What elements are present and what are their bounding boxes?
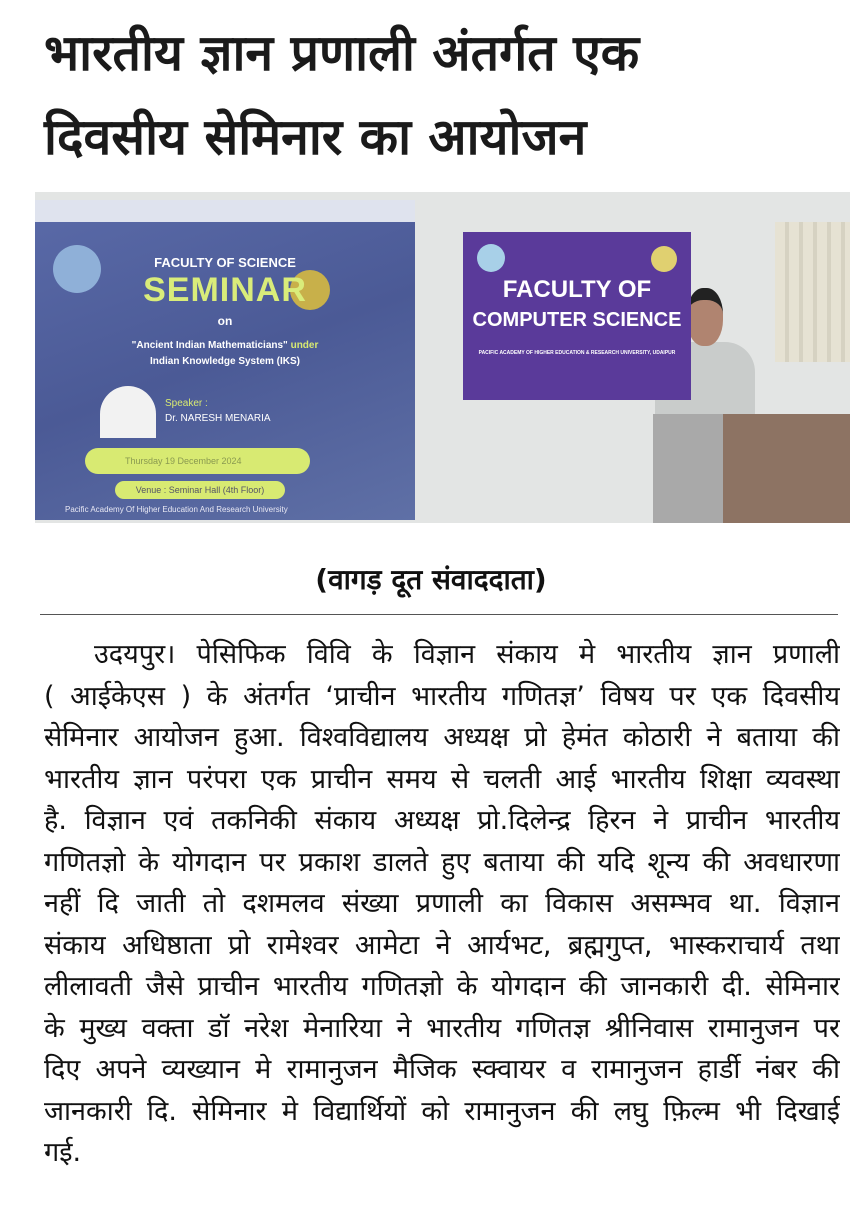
banner-subline: PACIFIC ACADEMY OF HIGHER EDUCATION & RESEARCH UNIVERSITY, UDAIPUR (478, 350, 676, 356)
body-line: गई. (44, 1137, 82, 1168)
projector-screen (35, 200, 415, 520)
headline-line-1: भारतीय ज्ञान प्रणाली अंतर्गत एक (44, 24, 640, 82)
screen-topic-quoted: "Ancient Indian Mathematicians" (131, 340, 288, 351)
screen-topic (35, 340, 415, 352)
body-line: जानकारी दि. सेमिनार मे विद्यार्थियों को रामानुजन की लघु फ़िल्म भी दिखाई (44, 1095, 840, 1127)
speaker-photo (100, 386, 156, 438)
body-line: लीलावती जैसे प्राचीन भारतीय गणितज्ञो के योगदान की जानकारी दी. सेमिनार (44, 971, 840, 1002)
body-line: नहीं दि जाती तो दशमलव संख्या प्रणाली का विकास असम्भव था. विज्ञान (44, 888, 840, 919)
body-line: गणितज्ञो के योगदान पर प्रकाश डालते हुए बताया की यदि शून्य की अवधारणा (44, 846, 840, 878)
podium-side (653, 414, 723, 523)
banner-line-1: FACULTY OF (502, 276, 652, 303)
body-line: सेमिनार आयोजन हुआ. विश्वविद्यालय अध्यक्ष प्रो हेमंत कोठारी ने बताया की (44, 722, 840, 753)
screen-under: under (290, 340, 319, 351)
headline-line-2: दिवसीय सेमिनार का आयोजन (44, 108, 587, 166)
screen-faculty: FACULTY OF SCIENCE (154, 255, 296, 270)
screen-toolbar (35, 200, 415, 222)
divider (40, 614, 838, 615)
screen-seminar: SEMINAR (143, 271, 307, 309)
banner-pacific-logo-icon (477, 244, 505, 272)
screen-on: on (217, 314, 233, 328)
banner-seal-icon (651, 246, 677, 272)
screen-date: Thursday 19 December 2024 (85, 448, 310, 474)
body-line: उदयपुर। पेसिफिक विवि के विज्ञान संकाय मे भारतीय ज्ञान प्रणाली (94, 639, 840, 670)
body-line: ( आईकेएस ) के अंतर्गत ‘प्राचीन भारतीय गणितज्ञ’ विषय पर एक दिवसीय (44, 680, 840, 712)
screen-topic-line2: Indian Knowledge System (IKS) (149, 356, 301, 367)
curtain (775, 222, 850, 362)
body-line: दिए अपने व्यख्यान मे रामानुजन मैजिक स्क्वायर व रामानुजन हार्डी नंबर की (44, 1054, 840, 1085)
body-line: के मुख्य वक्ता डॉ नरेश मेनारिया ने भारतीय गणितज्ञ श्रीनिवास रामानुजन पर (44, 1012, 840, 1044)
screen-footer: Pacific Academy Of Higher Education And Research University (65, 505, 288, 514)
speaker-head (687, 288, 723, 346)
screen-speaker-name: Dr. NARESH MENARIA (165, 413, 271, 424)
byline: (वागड़ दूत संवाददाता) (315, 563, 547, 596)
body-line: संकाय अधिष्ठाता प्रो रामेश्वर आमेटा ने आर्यभट, ब्रह्मगुप्त, भास्कराचार्य तथा (44, 929, 840, 961)
body-line: भारतीय ज्ञान परंपरा एक प्राचीन समय से चलती आई भारतीय शिक्षा व्यवस्था (44, 763, 840, 795)
body-line: है. विज्ञान एवं तकनिकी संकाय अध्यक्ष प्रो.दिलेन्द्र हिरन ने प्राचीन भारतीय (44, 805, 840, 836)
screen-speaker-label: Speaker : (165, 398, 208, 409)
faculty-banner (463, 232, 691, 400)
banner-line-2: COMPUTER SCIENCE (472, 309, 682, 331)
news-photo (35, 192, 850, 523)
article-body (44, 634, 840, 1174)
screen-venue: Venue : Seminar Hall (4th Floor) (115, 481, 285, 499)
